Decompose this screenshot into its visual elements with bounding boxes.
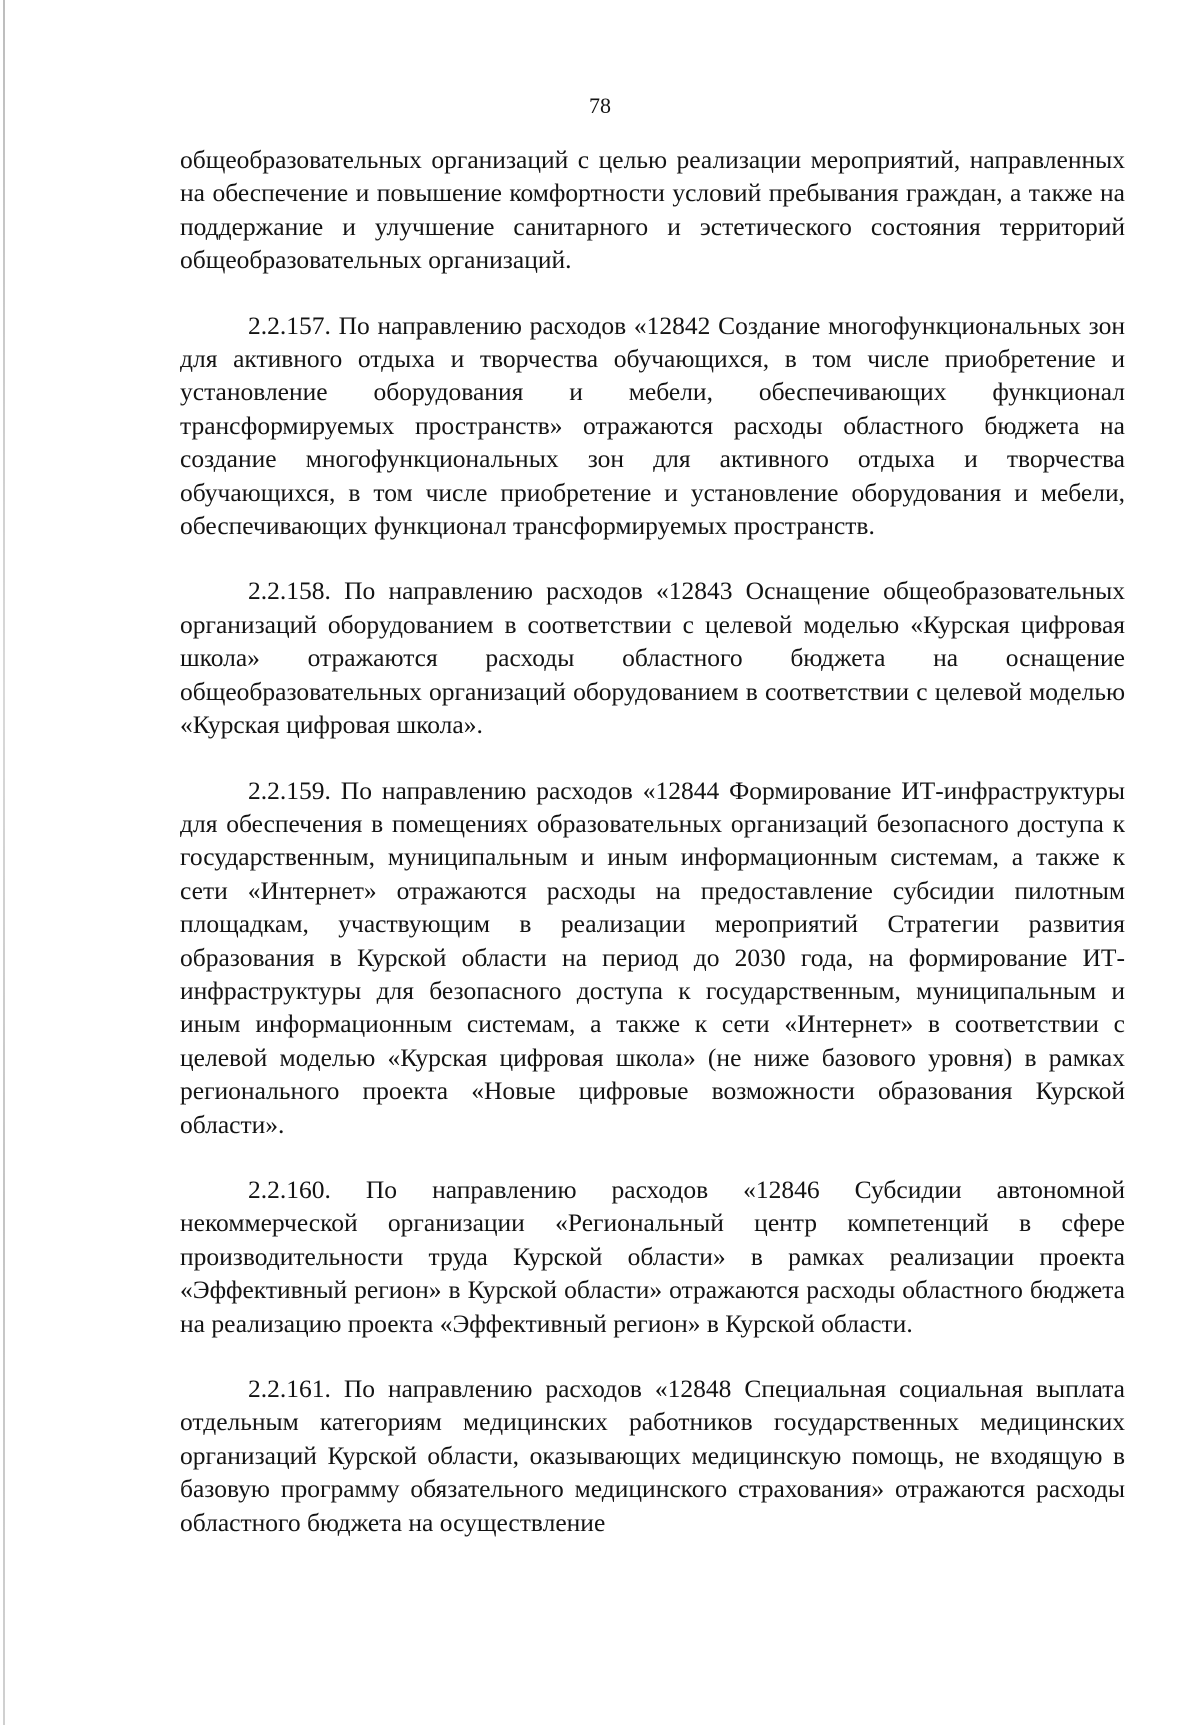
paragraph-text: По направлению расходов «12846 Субсидии автономной некоммерческой организации «Региональный центр компетенций в сфере производительности труда Курской области» в рамках реализации проекта «Эффективный регион» в Курской области» отражаются расходы областного бюджета на реализацию проекта «Эффективный регион» в Курской области. bbox=[180, 1174, 1126, 1338]
paragraph-number: 2.2.161. bbox=[248, 1374, 331, 1403]
paragraph-text: По направлению расходов «12842 Создание многофункциональных зон для активного отдыха и творчества обучающихся, в том числе приобретение и установление оборудования и мебели, обеспечивающих функционал трансформируемых пространств» отражаются расходы областного бюджета на создание многофункциональных зон для активного отдыха и творчества обучающихся, в том числе приобретение и установление оборудования и мебели, обеспечивающих функционал трансформируемых пространств. bbox=[180, 310, 1125, 541]
paragraph-number: 2.2.160. bbox=[248, 1174, 331, 1204]
document-body bbox=[180, 143, 1125, 1539]
paragraph-2-2-158 bbox=[180, 574, 1125, 741]
paragraph-number: 2.2.158. bbox=[248, 576, 331, 606]
paragraph-text: По направлению расходов «12844 Формирование ИТ-инфраструктуры для обеспечения в помещениях образовательных организаций безопасного доступа к государственным, муниципальным и иным информационным системам, а также к сети «Интернет» отражаются расходы на предоставление субсидии пилотным площадкам, участвующим в реализации мероприятий Стратегии развития образования в Курской области на период до 2030 года, на формирование ИТ-инфраструктуры для безопасного доступа к государственным, муниципальным и иным информационным системам, а также к сети «Интернет» в соответствии с целевой моделью «Курская цифровая школа» (не ниже базового уровня) в рамках регионального проекта «Новые цифровые возможности образования Курской области». bbox=[180, 775, 1125, 1139]
scan-edge-line bbox=[3, 0, 5, 1725]
paragraph-2-2-159 bbox=[180, 774, 1125, 1141]
paragraph-text: По направлению расходов «12848 Специальная социальная выплата отдельным категориям медицинских работников государственных медицинских организаций Курской области, оказывающих медицинскую помощь, не входящую в базовую программу обязательного медицинского страхования» отражаются расходы областного бюджета на осуществление bbox=[180, 1374, 1125, 1537]
page-number: 78 bbox=[589, 93, 611, 118]
continuation-paragraph: общеобразовательных организаций с целью реализации мероприятий, направленных на обеспечение и повышение комфортности условий пребывания граждан, а также на поддержание и улучшение санитарного и эстетического состояния территорий общеобразовательных организаций. bbox=[180, 145, 1125, 275]
paragraph-2-2-160 bbox=[180, 1173, 1125, 1340]
paragraph-number: 2.2.157. bbox=[248, 310, 331, 340]
paragraph-2-2-161 bbox=[180, 1372, 1125, 1539]
paragraph-number: 2.2.159. bbox=[248, 775, 331, 805]
paragraph-2-2-157 bbox=[180, 309, 1125, 543]
paragraph-text: По направлению расходов «12843 Оснащение общеобразовательных организаций оборудованием в соответствии с целевой моделью «Курская цифровая школа» отражаются расходы областного бюджета на оснащение общеобразовательных организаций оборудованием в соответствии с целевой моделью «Курская цифровая школа». bbox=[180, 576, 1125, 740]
